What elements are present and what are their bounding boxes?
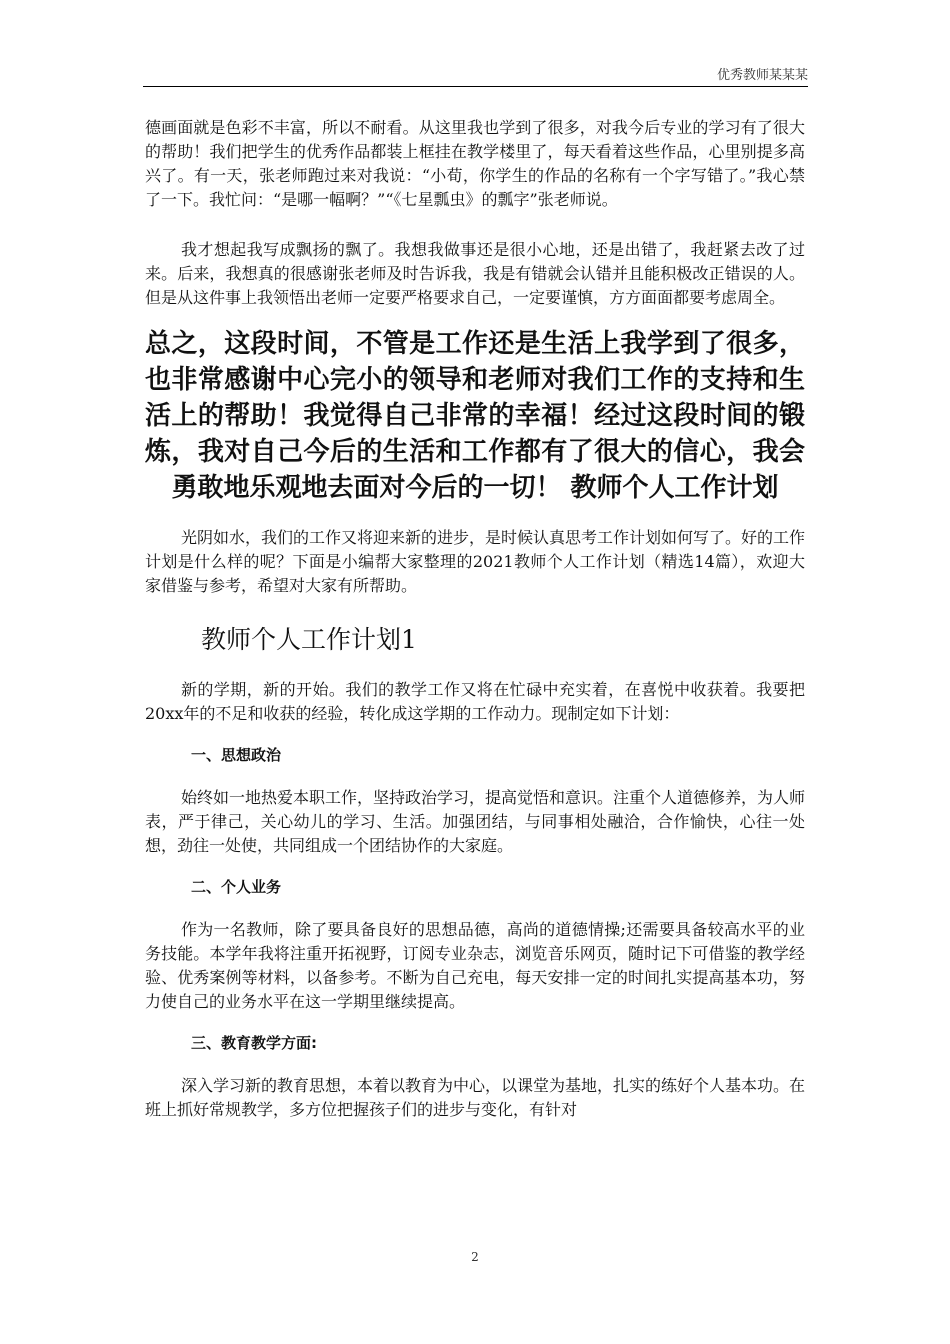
header-text: 优秀教师某某某 <box>716 68 808 83</box>
paragraph: 德画面就是色彩不丰富，所以不耐看。从这里我也学到了很多，对我今后专业的学习有了很大的帮助！我们把学生的优秀作品都装上框挂在教学楼里了，每天看着这些作品，心里别提多高兴了。有一天，张老师跑过来对我说：“小荀，你学生的作品的名称有一个字写错了。”我心禁了一下。我忙问：“是哪一幅啊？”“《七星瓢虫》的瓢字”张老师说。 <box>145 118 805 209</box>
page-header <box>143 64 808 87</box>
paragraph: 始终如一地热爱本职工作，坚持政治学习，提高觉悟和意识。注重个人道德修养，为人师表，严于律己，关心幼儿的学习、生活。加强团结，与同事相处融洽，合作愉快，心往一处想，劲往一处使，共同组成一个团结协作的大家庭。 <box>145 788 806 855</box>
subsection-heading: 三、教育教学方面: <box>191 1034 317 1052</box>
paragraph: 我才想起我写成飘扬的飘了。我想我做事还是很小心地，还是出错了，我赶紧去改了过来。后来，我想真的很感谢张老师及时告诉我，我是有错就会认错并且能积极改正错误的人。但是从这件事上我领悟出老师一定要严格要求自己，一定要谨慎，方方面面都要考虑周全。 <box>145 240 805 307</box>
paragraph: 作为一名教师，除了要具备良好的思想品德，高尚的道德情操;还需要具备较高水平的业务技能。本学年我将注重开拓视野，订阅专业杂志，浏览音乐网页，随时记下可借鉴的教学经验、优秀案例等材料，以备参考。不断为自己充电，每天安排一定的时间扎实提高基本功，努力使自己的业务水平在这一学期里继续提高。 <box>145 920 805 1011</box>
document-body <box>145 116 805 1122</box>
large-paragraph-with-title: 总之，这段时间，不管是工作还是生活上我学到了很多，也非常感谢中心完小的领导和老师对我们工作的支持和生活上的帮助！我觉得自己非常的幸福！经过这段时间的锻炼，我对自己今后的生活和工作都有了很大的信心，我会勇敢地乐观地去面对今后的一切！ 教师个人工作计划 <box>145 329 805 503</box>
subsection-heading: 一、思想政治 <box>191 746 282 764</box>
subsection-heading: 二、个人业务 <box>191 878 282 896</box>
page-number: 2 <box>471 1250 479 1264</box>
intro-paragraph: 光阴如水，我们的工作又将迎来新的进步，是时候认真思考工作计划如何写了。好的工作计划是什么样的呢？下面是小编帮大家整理的2021教师个人工作计划（精选14篇），欢迎大家借鉴与参考，希望对大家有所帮助。 <box>145 528 806 595</box>
section-heading: 教师个人工作计划1 <box>201 625 417 654</box>
paragraph: 深入学习新的教育思想，本着以教育为中心，以课堂为基地，扎实的练好个人基本功。在班上抓好常规教学，多方位把握孩子们的进步与变化，有针对 <box>145 1076 806 1119</box>
paragraph: 新的学期，新的开始。我们的教学工作又将在忙碌中充实着，在喜悦中收获着。我要把20xx年的不足和收获的经验，转化成这学期的工作动力。现制定如下计划： <box>145 680 805 723</box>
